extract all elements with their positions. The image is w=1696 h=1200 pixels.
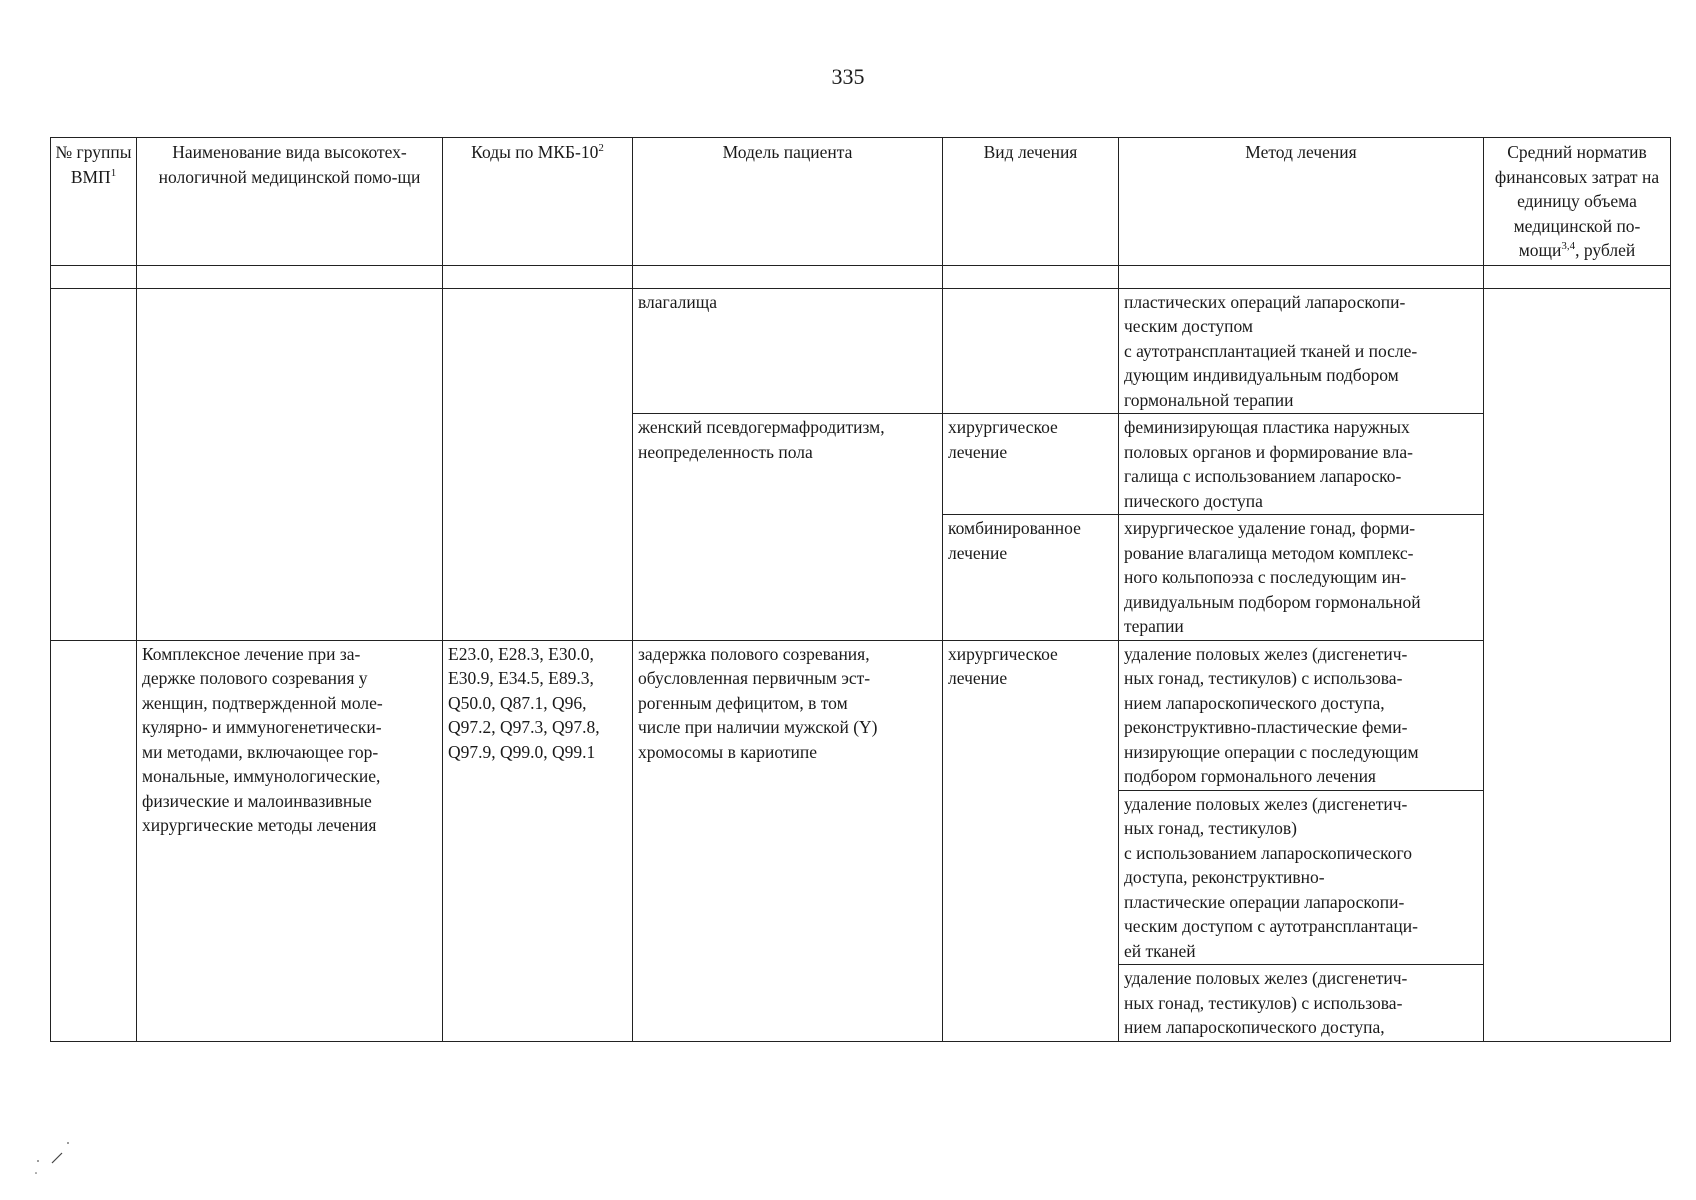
cost-cell [1484,288,1671,1041]
header-name: Наименование вида высокотех-нологичной медицинской помо-щи [137,138,443,266]
method-cell: удаление половых желез (дисгенетич- ных гонад, тестикулов) с использова- нием лапароскопического доступа, [1119,965,1484,1042]
table-cell [443,288,633,640]
method-cell: хирургическое удаление гонад, форми- рование влагалища методом комплекс- ного кольпопоэза с последующим ин- дивидуальным подбором гормональной терапии [1119,515,1484,641]
patient-model-cell: влагалища [633,288,943,414]
treatment-type-cell: комбинированное лечение [943,515,1119,641]
table-row [51,640,1671,790]
header-codes: Коды по МКБ-$10^2$ [443,138,633,266]
header-cost: Средний норматив финансовых затрат на единицу объема медицинской по-мощи$^{3,4}$, рублей [1484,138,1671,266]
method-cell: удаление половых желез (дисгенетич- ных гонад, тестикулов) с использованием лапароскопического доступа, реконструктивно- пластические операции лапароскопи- ческим доступом с аутотрансплантаци- ей тканей [1119,790,1484,965]
header-treatment-type: Вид лечения [943,138,1119,266]
header-patient-model: Модель пациента [633,138,943,266]
table-cell [51,288,137,640]
table-cell [443,265,633,288]
vmp-table [50,137,1671,1042]
header-group-no: № группы ВМП$^1$ [51,138,137,266]
footnote-mark: 1 [110,166,117,179]
footnote-mark: 3,4 [1561,240,1576,253]
table-cell [943,265,1119,288]
method-cell: пластических операций лапароскопи- ческим доступом с аутотрансплантацией тканей и после- дующим индивидуальным подбором гормональной терапии [1119,288,1484,414]
header-method: Метод лечения [1119,138,1484,266]
page-number: 335 [831,64,865,89]
table-cell [137,265,443,288]
treatment-type-cell: хирургическое лечение [943,640,1119,1041]
vmp-name-cell: Комплексное лечение при за- держке полового созревания у женщин, подтвержденной моле- кулярно- и иммуногенетически- ми методами, включающее гор- мональные, иммунологические, физические и малоинвазивные хирургические методы лечения [137,640,443,1041]
table-cell [633,265,943,288]
footnote-mark: 2 [598,142,604,155]
table-spacer-row [51,265,1671,288]
table-header-row [51,138,1671,266]
treatment-type-cell [943,288,1119,414]
table-row [51,288,1671,414]
method-cell: удаление половых желез (дисгенетич- ных гонад, тестикулов) с использова- нием лапароскопического доступа, реконструктивно-пластические феми- низирующие операции с последующим подбором гормонального лечения [1119,640,1484,790]
scan-speck-marks [30,1135,80,1185]
table-cell [137,288,443,640]
table-cell [51,265,137,288]
method-cell: феминизирующая пластика наружных половых органов и формирование вла- галища с использованием лапароско- пического доступа [1119,414,1484,515]
table-cell [51,640,137,1041]
table-cell [1119,265,1484,288]
patient-model-cell: задержка полового созревания, обусловленная первичным эст- рогенным дефицитом, в том числе при наличии мужской (Y) хромосомы в кариотипе [633,640,943,1041]
table-cell [1484,265,1671,288]
patient-model-cell: женский псевдогермафродитизм, неопределенность пола [633,414,943,641]
icd-codes-cell: E23.0, E28.3, E30.0, E30.9, E34.5, E89.3, Q50.0, Q87.1, Q96, Q97.2, Q97.3, Q97.8, Q97.9, Q99.0, Q99.1 [443,640,633,1041]
treatment-type-cell: хирургическое лечение [943,414,1119,515]
